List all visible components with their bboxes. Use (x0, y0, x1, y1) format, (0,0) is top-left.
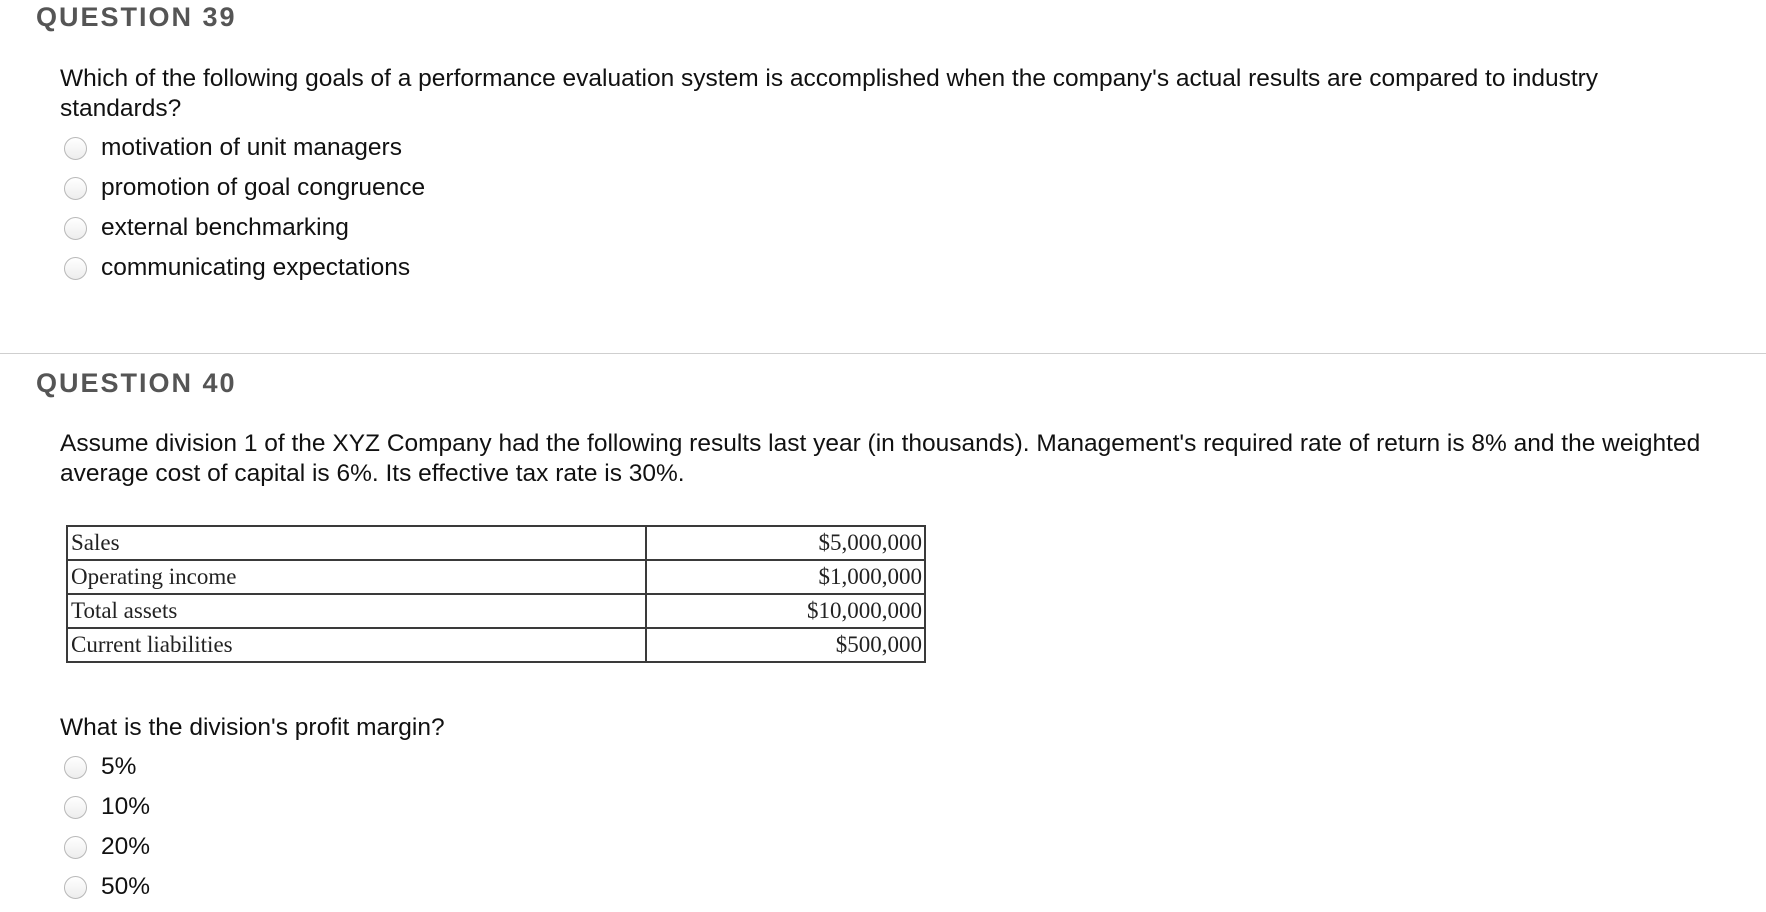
q40-option-50-percent[interactable] (64, 867, 150, 907)
table-row (67, 526, 925, 560)
q40-option-20-percent[interactable] (64, 827, 150, 867)
question-40-header: QUESTION 40 (36, 368, 237, 398)
option-label[interactable]: 10% (101, 793, 151, 820)
radio-button[interactable] (64, 876, 87, 899)
row-label: Current liabilities (67, 628, 646, 662)
option-label[interactable]: 50% (101, 873, 151, 900)
table-row (67, 560, 925, 594)
question-39-prompt: Which of the following goals of a performance evaluation system is accomplished when the company's actual results are compared to industry standards? (60, 65, 1599, 122)
division-results-table (66, 525, 926, 663)
option-label[interactable]: promotion of goal congruence (101, 174, 426, 201)
question-39-header: QUESTION 39 (36, 2, 237, 32)
question-40-subprompt: What is the division's profit margin? (60, 714, 445, 741)
row-value: $10,000,000 (646, 594, 925, 628)
q39-option-goal-congruence[interactable] (64, 168, 425, 208)
row-label: Sales (67, 526, 646, 560)
row-value: $1,000,000 (646, 560, 925, 594)
question-40-prompt: Assume division 1 of the XYZ Company had the following results last year (in thousands). Management's required rate of return is 8% and the weighted average cost of capital is 6%. Its effective tax rate is 30%. (60, 430, 1701, 487)
radio-button[interactable] (64, 217, 87, 240)
option-label[interactable]: communicating expectations (101, 254, 411, 281)
row-label: Total assets (67, 594, 646, 628)
q39-option-motivation[interactable] (64, 128, 425, 168)
option-label[interactable]: external benchmarking (101, 214, 349, 241)
radio-button[interactable] (64, 796, 87, 819)
question-39-options (64, 128, 425, 288)
option-label[interactable]: 20% (101, 833, 151, 860)
row-label: Operating income (67, 560, 646, 594)
q39-option-external-benchmarking[interactable] (64, 208, 425, 248)
radio-button[interactable] (64, 137, 87, 160)
radio-button[interactable] (64, 257, 87, 280)
radio-button[interactable] (64, 836, 87, 859)
option-label[interactable]: motivation of unit managers (101, 134, 402, 161)
q40-option-10-percent[interactable] (64, 787, 150, 827)
question-40-options (64, 747, 150, 907)
radio-button[interactable] (64, 756, 87, 779)
option-label[interactable]: 5% (101, 753, 137, 780)
row-value: $500,000 (646, 628, 925, 662)
row-value: $5,000,000 (646, 526, 925, 560)
question-divider (0, 353, 1766, 354)
radio-button[interactable] (64, 177, 87, 200)
table-row (67, 594, 925, 628)
q40-option-5-percent[interactable] (64, 747, 150, 787)
table-row (67, 628, 925, 662)
q39-option-communicating-expectations[interactable] (64, 248, 425, 288)
